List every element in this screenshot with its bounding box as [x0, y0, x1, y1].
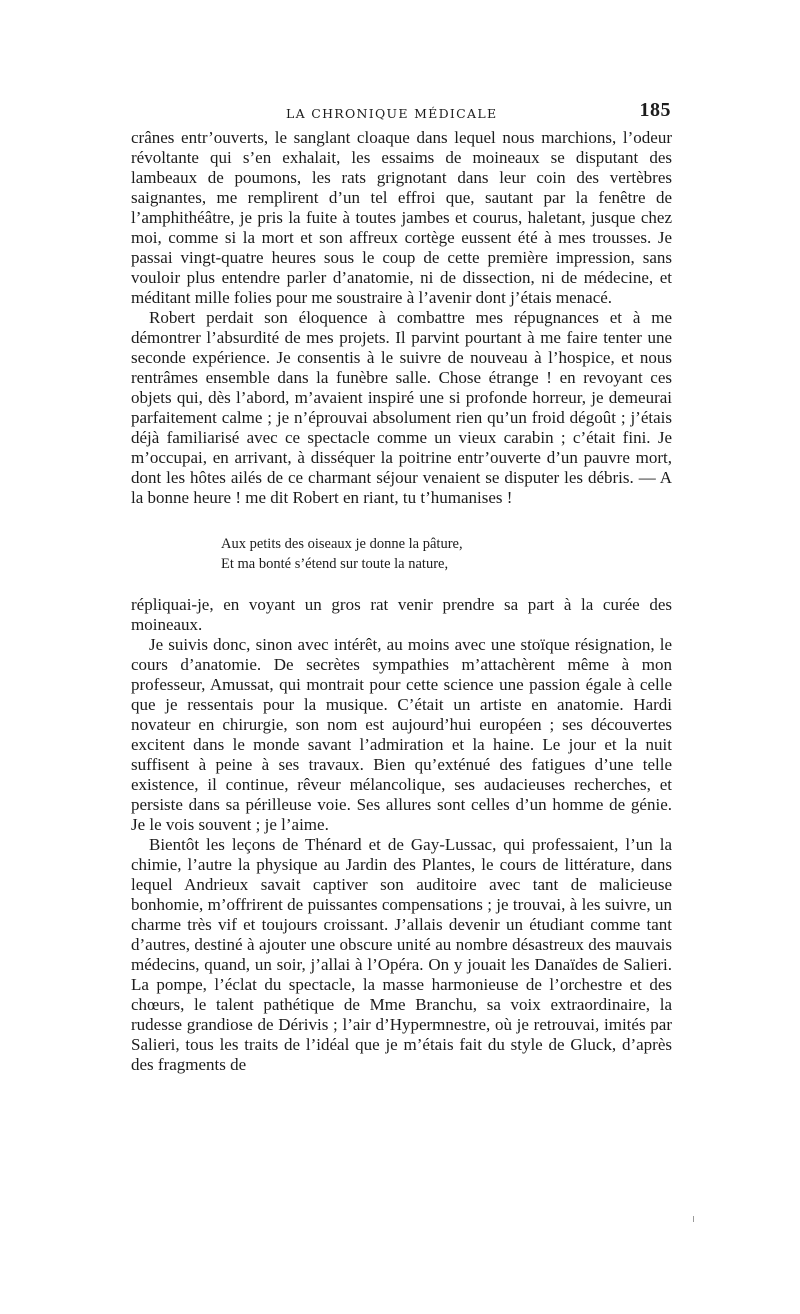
paragraph: Bientôt les leçons de Thénard et de Gay-Lussac, qui professaient, l’un la chimie, l’autre la physique au Jardin des Plantes, le cours de littérature, dans lequel Andrieux savait captiver son auditoire avec tant de malicieuse bonhomie, m’offrirent de puissantes compensations ; je trouvai, à les suivre, un charme très vif et toujours croissant. J’allais devenir un étudiant comme tant d’autres, destiné à ajouter une obscure unité au nombre désastreux des mauvais médecins, quand, un soir, j’allai à l’Opéra. On y jouait les Danaïdes de Salieri. La pompe, l’éclat du spectacle, la masse harmonieuse de l’orchestre et des chœurs, le talent pathétique de Mme Branchu, sa voix extraordinaire, la rudesse grandiose de Dérivis ; l’air d’Hypermnestre, où je retrouvai, imités par Salieri, tous les traits de l’idéal que je m’étais fait du style de Gluck, d’après des fragments de: [131, 835, 672, 1074]
verse-line: Et ma bonté s’étend sur toute la nature,: [221, 556, 449, 572]
paragraph: crânes entr’ouverts, le sanglant cloaque dans lequel nous marchions, l’odeur révoltante qui s’en exhalait, les essaims de moineaux se disputant des lambeaux de poumons, les rats grignotant dans leur coin des vertèbres saignantes, me remplirent d’un tel effroi que, sautant par la fenêtre de l’amphithéâtre, je pris la fuite à toutes jambes et courus, haletant, jusque chez moi, comme si la mort et son affreux cortège eussent été à mes trousses. Je passai vingt-quatre heures sous le coup de cette première impression, sans vouloir plus entendre parler d’anatomie, ni de dissection, ni de médecine, et méditant mille folies pour me soustraire à l’avenir dont j’étais menacé.: [131, 128, 672, 307]
paragraph: répliquai-je, en voyant un gros rat venir prendre sa part à la curée des moineaux.: [131, 595, 672, 634]
scan-mark: [693, 1216, 694, 1222]
paragraph: Robert perdait son éloquence à combattre mes répugnances et à me démontrer l’absurdité de mes projets. Il parvint pourtant à me faire tenter une seconde expérience. Je consentis à le suivre de nouveau à l’hospice, et nous rentrâmes ensemble dans la funèbre salle. Chose étrange ! en revoyant ces objets qui, dès l’abord, m’avaient inspiré une si profonde horreur, je demeurai parfaitement calme ; je n’éprouvai absolument rien qu’un froid dégoût ; j’étais déjà familiarisé avec ce spectacle comme un vieux carabin ; c’était fini. Je m’occupai, en arrivant, à disséquer la poitrine entr’ouverte d’un pauvre mort, dont les hôtes ailés de ce charmant séjour venaient se disputer les débris. — A la bonne heure ! me dit Robert en riant, tu t’humanises !: [131, 308, 672, 507]
verse-line: Aux petits des oiseaux je donne la pâture,: [221, 536, 463, 552]
page-header: [131, 99, 671, 127]
body-text: [131, 128, 672, 1075]
page-number: 185: [639, 99, 671, 121]
paragraph: Je suivis donc, sinon avec intérêt, au moins avec une stoïque résignation, le cours d’anatomie. De secrètes sympathies m’attachèrent même à mon professeur, Amussat, qui montrait pour cette science une passion égale à celle que je ressentais pour la musique. C’était un artiste en anatomie. Hardi novateur en chirurgie, son nom est aujourd’hui européen ; ses découvertes excitent dans le monde savant l’admiration et la haine. Le jour et la nuit suffisent à peine à ses travaux. Bien qu’exténué des fatigues d’une telle existence, il continue, rêveur mélancolique, ses audacieuses recherches, et persiste dans sa périlleuse voie. Ses allures sont celles d’un homme de génie. Je le vois souvent ; je l’aime.: [131, 635, 672, 834]
running-title: LA CHRONIQUE MÉDICALE: [286, 106, 498, 121]
verse-quote: [221, 534, 672, 574]
